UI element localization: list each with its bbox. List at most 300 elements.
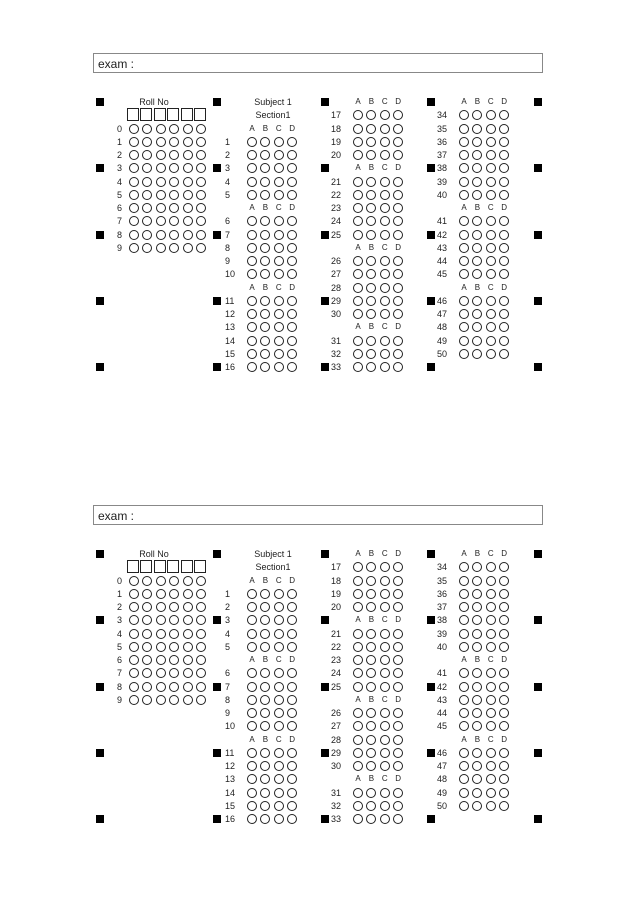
- answer-bubble[interactable]: [486, 615, 496, 625]
- roll-bubble[interactable]: [142, 642, 152, 652]
- answer-bubble[interactable]: [274, 589, 284, 599]
- roll-bubble[interactable]: [169, 216, 179, 226]
- answer-bubble[interactable]: [472, 349, 482, 359]
- answer-bubble[interactable]: [499, 296, 509, 306]
- answer-bubble[interactable]: [247, 362, 257, 372]
- answer-bubble[interactable]: [247, 230, 257, 240]
- answer-bubble[interactable]: [472, 336, 482, 346]
- answer-bubble[interactable]: [247, 708, 257, 718]
- answer-bubble[interactable]: [499, 576, 509, 586]
- answer-bubble[interactable]: [380, 230, 390, 240]
- answer-bubble[interactable]: [247, 349, 257, 359]
- answer-bubble[interactable]: [459, 110, 469, 120]
- answer-bubble[interactable]: [393, 562, 403, 572]
- answer-bubble[interactable]: [472, 682, 482, 692]
- answer-bubble[interactable]: [366, 682, 376, 692]
- answer-bubble[interactable]: [380, 362, 390, 372]
- answer-bubble[interactable]: [274, 721, 284, 731]
- answer-bubble[interactable]: [459, 190, 469, 200]
- answer-bubble[interactable]: [274, 190, 284, 200]
- roll-bubble[interactable]: [129, 629, 139, 639]
- answer-bubble[interactable]: [499, 269, 509, 279]
- answer-bubble[interactable]: [380, 336, 390, 346]
- answer-bubble[interactable]: [486, 349, 496, 359]
- answer-bubble[interactable]: [380, 269, 390, 279]
- answer-bubble[interactable]: [353, 721, 363, 731]
- answer-bubble[interactable]: [472, 190, 482, 200]
- answer-bubble[interactable]: [366, 269, 376, 279]
- answer-bubble[interactable]: [353, 761, 363, 771]
- answer-bubble[interactable]: [459, 774, 469, 784]
- answer-bubble[interactable]: [287, 668, 297, 678]
- roll-bubble[interactable]: [156, 216, 166, 226]
- answer-bubble[interactable]: [499, 801, 509, 811]
- answer-bubble[interactable]: [486, 243, 496, 253]
- answer-bubble[interactable]: [366, 309, 376, 319]
- answer-bubble[interactable]: [366, 629, 376, 639]
- answer-bubble[interactable]: [260, 761, 270, 771]
- roll-bubble[interactable]: [183, 576, 193, 586]
- answer-bubble[interactable]: [380, 602, 390, 612]
- roll-bubble[interactable]: [183, 243, 193, 253]
- roll-bubble[interactable]: [196, 190, 206, 200]
- answer-bubble[interactable]: [247, 774, 257, 784]
- answer-bubble[interactable]: [260, 814, 270, 824]
- answer-bubble[interactable]: [459, 322, 469, 332]
- answer-bubble[interactable]: [260, 177, 270, 187]
- answer-bubble[interactable]: [486, 748, 496, 758]
- answer-bubble[interactable]: [393, 589, 403, 599]
- answer-bubble[interactable]: [472, 322, 482, 332]
- roll-bubble[interactable]: [142, 230, 152, 240]
- answer-bubble[interactable]: [380, 296, 390, 306]
- roll-bubble[interactable]: [196, 695, 206, 705]
- answer-bubble[interactable]: [353, 589, 363, 599]
- roll-bubble[interactable]: [129, 216, 139, 226]
- roll-bubble[interactable]: [129, 576, 139, 586]
- answer-bubble[interactable]: [287, 774, 297, 784]
- answer-bubble[interactable]: [499, 721, 509, 731]
- answer-bubble[interactable]: [499, 163, 509, 173]
- answer-bubble[interactable]: [287, 269, 297, 279]
- answer-bubble[interactable]: [366, 137, 376, 147]
- answer-bubble[interactable]: [366, 190, 376, 200]
- answer-bubble[interactable]: [380, 203, 390, 213]
- roll-bubble[interactable]: [196, 576, 206, 586]
- answer-bubble[interactable]: [353, 283, 363, 293]
- answer-bubble[interactable]: [472, 629, 482, 639]
- answer-bubble[interactable]: [287, 695, 297, 705]
- answer-bubble[interactable]: [366, 761, 376, 771]
- answer-bubble[interactable]: [260, 629, 270, 639]
- answer-bubble[interactable]: [459, 708, 469, 718]
- roll-bubble[interactable]: [156, 655, 166, 665]
- answer-bubble[interactable]: [393, 190, 403, 200]
- answer-bubble[interactable]: [380, 655, 390, 665]
- answer-bubble[interactable]: [274, 322, 284, 332]
- answer-bubble[interactable]: [247, 163, 257, 173]
- answer-bubble[interactable]: [260, 256, 270, 266]
- answer-bubble[interactable]: [472, 695, 482, 705]
- answer-bubble[interactable]: [353, 362, 363, 372]
- answer-bubble[interactable]: [260, 801, 270, 811]
- roll-bubble[interactable]: [169, 589, 179, 599]
- answer-bubble[interactable]: [486, 801, 496, 811]
- answer-bubble[interactable]: [260, 788, 270, 798]
- answer-bubble[interactable]: [353, 682, 363, 692]
- answer-bubble[interactable]: [353, 256, 363, 266]
- roll-bubble[interactable]: [183, 203, 193, 213]
- answer-bubble[interactable]: [287, 163, 297, 173]
- answer-bubble[interactable]: [393, 576, 403, 586]
- roll-bubble[interactable]: [142, 150, 152, 160]
- answer-bubble[interactable]: [472, 602, 482, 612]
- answer-bubble[interactable]: [459, 269, 469, 279]
- answer-bubble[interactable]: [486, 336, 496, 346]
- answer-bubble[interactable]: [247, 296, 257, 306]
- answer-bubble[interactable]: [353, 788, 363, 798]
- answer-bubble[interactable]: [366, 349, 376, 359]
- roll-bubble[interactable]: [183, 190, 193, 200]
- answer-bubble[interactable]: [260, 748, 270, 758]
- answer-bubble[interactable]: [486, 642, 496, 652]
- answer-bubble[interactable]: [260, 137, 270, 147]
- roll-bubble[interactable]: [183, 150, 193, 160]
- answer-bubble[interactable]: [366, 655, 376, 665]
- answer-bubble[interactable]: [366, 230, 376, 240]
- answer-bubble[interactable]: [472, 774, 482, 784]
- answer-bubble[interactable]: [287, 256, 297, 266]
- answer-bubble[interactable]: [393, 655, 403, 665]
- answer-bubble[interactable]: [393, 761, 403, 771]
- answer-bubble[interactable]: [486, 721, 496, 731]
- answer-bubble[interactable]: [380, 256, 390, 266]
- answer-bubble[interactable]: [260, 615, 270, 625]
- roll-bubble[interactable]: [169, 243, 179, 253]
- roll-bubble[interactable]: [196, 150, 206, 160]
- answer-bubble[interactable]: [393, 708, 403, 718]
- roll-bubble[interactable]: [156, 137, 166, 147]
- roll-bubble[interactable]: [129, 124, 139, 134]
- answer-bubble[interactable]: [472, 309, 482, 319]
- answer-bubble[interactable]: [459, 124, 469, 134]
- answer-bubble[interactable]: [499, 309, 509, 319]
- answer-bubble[interactable]: [472, 216, 482, 226]
- answer-bubble[interactable]: [486, 177, 496, 187]
- answer-bubble[interactable]: [287, 243, 297, 253]
- answer-bubble[interactable]: [260, 150, 270, 160]
- answer-bubble[interactable]: [247, 788, 257, 798]
- roll-no-digit-box[interactable]: [140, 108, 152, 121]
- answer-bubble[interactable]: [274, 309, 284, 319]
- answer-bubble[interactable]: [287, 362, 297, 372]
- roll-bubble[interactable]: [196, 602, 206, 612]
- roll-bubble[interactable]: [156, 589, 166, 599]
- answer-bubble[interactable]: [260, 721, 270, 731]
- answer-bubble[interactable]: [274, 761, 284, 771]
- answer-bubble[interactable]: [393, 110, 403, 120]
- roll-bubble[interactable]: [156, 642, 166, 652]
- answer-bubble[interactable]: [260, 243, 270, 253]
- roll-bubble[interactable]: [142, 203, 152, 213]
- answer-bubble[interactable]: [459, 216, 469, 226]
- answer-bubble[interactable]: [472, 576, 482, 586]
- answer-bubble[interactable]: [247, 256, 257, 266]
- answer-bubble[interactable]: [247, 721, 257, 731]
- answer-bubble[interactable]: [499, 682, 509, 692]
- answer-bubble[interactable]: [274, 774, 284, 784]
- answer-bubble[interactable]: [274, 336, 284, 346]
- answer-bubble[interactable]: [486, 163, 496, 173]
- answer-bubble[interactable]: [393, 137, 403, 147]
- answer-bubble[interactable]: [499, 137, 509, 147]
- roll-bubble[interactable]: [142, 163, 152, 173]
- roll-bubble[interactable]: [142, 655, 152, 665]
- answer-bubble[interactable]: [380, 150, 390, 160]
- answer-bubble[interactable]: [499, 243, 509, 253]
- answer-bubble[interactable]: [353, 336, 363, 346]
- answer-bubble[interactable]: [499, 642, 509, 652]
- roll-bubble[interactable]: [156, 576, 166, 586]
- answer-bubble[interactable]: [486, 309, 496, 319]
- roll-bubble[interactable]: [156, 668, 166, 678]
- answer-bubble[interactable]: [366, 177, 376, 187]
- answer-bubble[interactable]: [274, 177, 284, 187]
- answer-bubble[interactable]: [472, 761, 482, 771]
- answer-bubble[interactable]: [260, 190, 270, 200]
- roll-bubble[interactable]: [169, 190, 179, 200]
- roll-bubble[interactable]: [183, 230, 193, 240]
- answer-bubble[interactable]: [260, 682, 270, 692]
- answer-bubble[interactable]: [499, 349, 509, 359]
- answer-bubble[interactable]: [353, 562, 363, 572]
- answer-bubble[interactable]: [247, 137, 257, 147]
- roll-bubble[interactable]: [183, 602, 193, 612]
- answer-bubble[interactable]: [472, 110, 482, 120]
- answer-bubble[interactable]: [499, 230, 509, 240]
- answer-bubble[interactable]: [287, 296, 297, 306]
- answer-bubble[interactable]: [380, 562, 390, 572]
- roll-bubble[interactable]: [183, 655, 193, 665]
- roll-bubble[interactable]: [169, 695, 179, 705]
- answer-bubble[interactable]: [353, 230, 363, 240]
- answer-bubble[interactable]: [287, 682, 297, 692]
- roll-bubble[interactable]: [183, 216, 193, 226]
- roll-bubble[interactable]: [156, 203, 166, 213]
- roll-no-digit-box[interactable]: [167, 560, 179, 573]
- roll-bubble[interactable]: [142, 615, 152, 625]
- roll-bubble[interactable]: [142, 177, 152, 187]
- answer-bubble[interactable]: [393, 682, 403, 692]
- roll-bubble[interactable]: [169, 576, 179, 586]
- answer-bubble[interactable]: [393, 177, 403, 187]
- answer-bubble[interactable]: [499, 256, 509, 266]
- answer-bubble[interactable]: [287, 814, 297, 824]
- answer-bubble[interactable]: [380, 576, 390, 586]
- roll-bubble[interactable]: [169, 163, 179, 173]
- answer-bubble[interactable]: [499, 708, 509, 718]
- answer-bubble[interactable]: [380, 629, 390, 639]
- answer-bubble[interactable]: [459, 256, 469, 266]
- roll-bubble[interactable]: [129, 190, 139, 200]
- roll-bubble[interactable]: [142, 190, 152, 200]
- answer-bubble[interactable]: [459, 721, 469, 731]
- exam-name-field[interactable]: exam :: [93, 53, 543, 73]
- roll-no-digit-box[interactable]: [154, 108, 166, 121]
- answer-bubble[interactable]: [486, 668, 496, 678]
- answer-bubble[interactable]: [380, 668, 390, 678]
- roll-bubble[interactable]: [183, 682, 193, 692]
- roll-bubble[interactable]: [142, 682, 152, 692]
- answer-bubble[interactable]: [287, 230, 297, 240]
- answer-bubble[interactable]: [393, 349, 403, 359]
- roll-bubble[interactable]: [183, 177, 193, 187]
- answer-bubble[interactable]: [486, 629, 496, 639]
- answer-bubble[interactable]: [486, 150, 496, 160]
- answer-bubble[interactable]: [353, 177, 363, 187]
- roll-bubble[interactable]: [142, 124, 152, 134]
- answer-bubble[interactable]: [366, 124, 376, 134]
- roll-bubble[interactable]: [169, 602, 179, 612]
- answer-bubble[interactable]: [486, 137, 496, 147]
- answer-bubble[interactable]: [393, 124, 403, 134]
- answer-bubble[interactable]: [353, 748, 363, 758]
- answer-bubble[interactable]: [459, 602, 469, 612]
- answer-bubble[interactable]: [274, 629, 284, 639]
- roll-bubble[interactable]: [129, 163, 139, 173]
- answer-bubble[interactable]: [380, 190, 390, 200]
- answer-bubble[interactable]: [260, 695, 270, 705]
- answer-bubble[interactable]: [472, 163, 482, 173]
- answer-bubble[interactable]: [380, 349, 390, 359]
- answer-bubble[interactable]: [287, 336, 297, 346]
- roll-bubble[interactable]: [196, 163, 206, 173]
- answer-bubble[interactable]: [247, 309, 257, 319]
- answer-bubble[interactable]: [260, 589, 270, 599]
- roll-no-digit-box[interactable]: [167, 108, 179, 121]
- answer-bubble[interactable]: [353, 576, 363, 586]
- answer-bubble[interactable]: [247, 589, 257, 599]
- answer-bubble[interactable]: [274, 243, 284, 253]
- roll-bubble[interactable]: [129, 602, 139, 612]
- answer-bubble[interactable]: [393, 309, 403, 319]
- answer-bubble[interactable]: [499, 761, 509, 771]
- answer-bubble[interactable]: [353, 216, 363, 226]
- answer-bubble[interactable]: [366, 283, 376, 293]
- answer-bubble[interactable]: [393, 150, 403, 160]
- answer-bubble[interactable]: [353, 655, 363, 665]
- answer-bubble[interactable]: [260, 296, 270, 306]
- answer-bubble[interactable]: [486, 788, 496, 798]
- answer-bubble[interactable]: [393, 735, 403, 745]
- answer-bubble[interactable]: [459, 695, 469, 705]
- answer-bubble[interactable]: [486, 296, 496, 306]
- answer-bubble[interactable]: [353, 124, 363, 134]
- answer-bubble[interactable]: [459, 682, 469, 692]
- answer-bubble[interactable]: [260, 602, 270, 612]
- answer-bubble[interactable]: [260, 349, 270, 359]
- answer-bubble[interactable]: [274, 150, 284, 160]
- answer-bubble[interactable]: [366, 748, 376, 758]
- answer-bubble[interactable]: [366, 735, 376, 745]
- roll-bubble[interactable]: [156, 177, 166, 187]
- roll-bubble[interactable]: [142, 243, 152, 253]
- answer-bubble[interactable]: [260, 216, 270, 226]
- roll-bubble[interactable]: [196, 216, 206, 226]
- answer-bubble[interactable]: [486, 589, 496, 599]
- answer-bubble[interactable]: [486, 110, 496, 120]
- roll-bubble[interactable]: [129, 243, 139, 253]
- answer-bubble[interactable]: [247, 801, 257, 811]
- answer-bubble[interactable]: [393, 602, 403, 612]
- answer-bubble[interactable]: [472, 243, 482, 253]
- answer-bubble[interactable]: [380, 177, 390, 187]
- answer-bubble[interactable]: [353, 814, 363, 824]
- roll-bubble[interactable]: [129, 203, 139, 213]
- roll-bubble[interactable]: [169, 203, 179, 213]
- answer-bubble[interactable]: [472, 668, 482, 678]
- answer-bubble[interactable]: [472, 642, 482, 652]
- answer-bubble[interactable]: [472, 748, 482, 758]
- answer-bubble[interactable]: [274, 788, 284, 798]
- roll-bubble[interactable]: [183, 668, 193, 678]
- answer-bubble[interactable]: [486, 761, 496, 771]
- answer-bubble[interactable]: [393, 801, 403, 811]
- answer-bubble[interactable]: [472, 256, 482, 266]
- answer-bubble[interactable]: [260, 642, 270, 652]
- roll-bubble[interactable]: [156, 163, 166, 173]
- answer-bubble[interactable]: [380, 682, 390, 692]
- roll-bubble[interactable]: [129, 668, 139, 678]
- roll-bubble[interactable]: [196, 642, 206, 652]
- answer-bubble[interactable]: [260, 230, 270, 240]
- answer-bubble[interactable]: [247, 615, 257, 625]
- answer-bubble[interactable]: [393, 230, 403, 240]
- answer-bubble[interactable]: [459, 177, 469, 187]
- answer-bubble[interactable]: [459, 562, 469, 572]
- roll-bubble[interactable]: [169, 137, 179, 147]
- answer-bubble[interactable]: [287, 748, 297, 758]
- answer-bubble[interactable]: [459, 801, 469, 811]
- answer-bubble[interactable]: [472, 137, 482, 147]
- answer-bubble[interactable]: [274, 695, 284, 705]
- roll-bubble[interactable]: [183, 615, 193, 625]
- answer-bubble[interactable]: [274, 642, 284, 652]
- answer-bubble[interactable]: [486, 256, 496, 266]
- answer-bubble[interactable]: [459, 349, 469, 359]
- roll-bubble[interactable]: [169, 150, 179, 160]
- answer-bubble[interactable]: [353, 642, 363, 652]
- answer-bubble[interactable]: [486, 562, 496, 572]
- answer-bubble[interactable]: [366, 562, 376, 572]
- roll-bubble[interactable]: [196, 589, 206, 599]
- roll-no-digit-box[interactable]: [181, 560, 193, 573]
- roll-bubble[interactable]: [156, 230, 166, 240]
- answer-bubble[interactable]: [459, 668, 469, 678]
- roll-bubble[interactable]: [169, 655, 179, 665]
- answer-bubble[interactable]: [366, 362, 376, 372]
- roll-bubble[interactable]: [129, 150, 139, 160]
- answer-bubble[interactable]: [459, 163, 469, 173]
- answer-bubble[interactable]: [393, 629, 403, 639]
- answer-bubble[interactable]: [260, 269, 270, 279]
- answer-bubble[interactable]: [274, 137, 284, 147]
- roll-bubble[interactable]: [156, 682, 166, 692]
- answer-bubble[interactable]: [366, 589, 376, 599]
- answer-bubble[interactable]: [486, 774, 496, 784]
- answer-bubble[interactable]: [380, 735, 390, 745]
- answer-bubble[interactable]: [486, 682, 496, 692]
